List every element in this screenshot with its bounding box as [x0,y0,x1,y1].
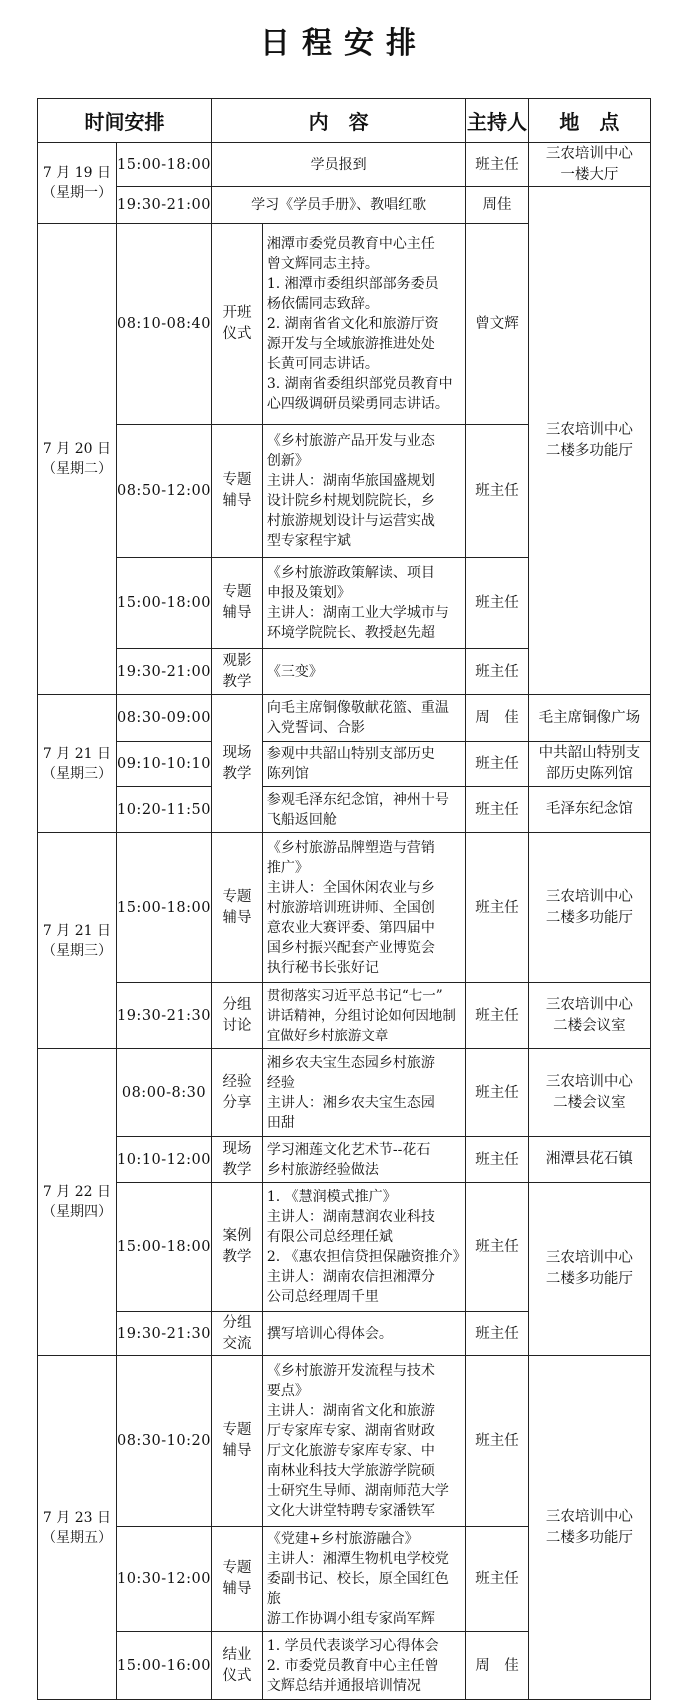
time-cell: 08:10-08:40 [116,224,211,425]
header-time: 时间安排 [38,99,212,143]
content-cell: 学员报到 [212,143,466,187]
content-cell: 1. 学员代表谈学习心得体会 2. 市委党员教育中心主任曾 文辉总结并通报培训情况 [262,1632,465,1700]
host-cell: 班主任 [466,1183,529,1312]
date-cell: 7 月 23 日 （星期五） [38,1356,117,1700]
location-cell: 三农培训中心 二楼会议室 [528,983,650,1049]
host-cell: 班主任 [466,1049,529,1137]
host-cell: 班主任 [466,558,529,649]
content-cell: 1. 《慧润模式推广》 主讲人：湖南慧润农业科技 有限公司总经理任斌 2. 《惠农担信贷担保融资推介》 主讲人：湖南农信担湘潭分 公司总经理周千里 [262,1183,465,1312]
category-cell: 专题 辅导 [212,1527,263,1632]
location-cell: 湘潭县花石镇 [528,1137,650,1183]
content-cell: 学习《学员手册》、教唱红歌 [212,187,466,224]
table-row [38,787,651,833]
time-cell: 08:30-10:20 [116,1356,211,1527]
category-cell: 专题 辅导 [212,1356,263,1527]
time-cell: 10:30-12:00 [116,1527,211,1632]
content-cell: 《乡村旅游产品开发与业态 创新》 主讲人：湖南华旅国盛规划 设计院乡村规划院院长，乡 村旅游规划设计与运营实战 型专家程宇斌 [262,425,465,558]
content-cell: 向毛主席铜像敬献花篮、重温 入党誓词、合影 [262,695,465,742]
category-cell: 现场 教学 [212,695,263,833]
time-cell: 08:50-12:00 [116,425,211,558]
content-cell: 《乡村旅游政策解读、项目 申报及策划》 主讲人：湖南工业大学城市与 环境学院院长、教授赵先超 [262,558,465,649]
location-cell: 毛泽东纪念馆 [528,787,650,833]
date-cell: 7 月 22 日 （星期四） [38,1049,117,1356]
time-cell: 19:30-21:00 [116,649,211,695]
category-cell: 分组 交流 [212,1312,263,1356]
category-cell: 结业 仪式 [212,1632,263,1700]
host-cell: 班主任 [466,143,529,187]
category-cell: 现场 教学 [212,1137,263,1183]
header-content: 内 容 [212,99,466,143]
location-cell: 中共韶山特别支 部历史陈列馆 [528,742,650,787]
table-row [38,983,651,1049]
category-cell: 开班 仪式 [212,224,263,425]
location-cell: 三农培训中心 二楼多功能厅 [528,187,650,695]
date-cell: 7 月 21 日 （星期三） [38,695,117,833]
content-cell: 《乡村旅游开发流程与技术 要点》 主讲人：湖南省文化和旅游 厅专家库专家、湖南省财政 厅文化旅游专家库专家、中 南林业科技大学旅游学院硕 士研究生导师、湖南师范大学 文化大讲堂特聘专家潘铁军 [262,1356,465,1527]
host-cell: 周佳 [466,187,529,224]
host-cell: 班主任 [466,833,529,983]
content-cell: 学习湘莲文化艺术节--花石 乡村旅游经验做法 [262,1137,465,1183]
content-cell: 撰写培训心得体会。 [262,1312,465,1356]
host-cell: 班主任 [466,1312,529,1356]
location-cell: 三农培训中心 二楼多功能厅 [528,1356,650,1700]
category-cell: 专题 辅导 [212,558,263,649]
time-cell: 10:10-12:00 [116,1137,211,1183]
host-cell: 周 佳 [466,695,529,742]
host-cell: 班主任 [466,1137,529,1183]
time-cell: 15:00-18:00 [116,558,211,649]
category-cell: 观影 教学 [212,649,263,695]
content-cell: 参观毛泽东纪念馆，神州十号 飞船返回舱 [262,787,465,833]
location-cell: 三农培训中心 一楼大厅 [528,143,650,187]
table-row [38,833,651,983]
location-cell: 三农培训中心 二楼多功能厅 [528,1183,650,1356]
table-row [38,1356,651,1527]
content-cell: 《党建+乡村旅游融合》 主讲人：湘潭生物机电学校党 委副书记、校长，原全国红色旅 游工作协调小组专家尚军辉 [262,1527,465,1632]
table-row [38,742,651,787]
host-cell: 曾文辉 [466,224,529,425]
date-cell: 7 月 19 日 （星期一） [38,143,117,224]
host-cell: 周 佳 [466,1632,529,1700]
location-cell: 毛主席铜像广场 [528,695,650,742]
content-cell: 参观中共韶山特别支部历史 陈列馆 [262,742,465,787]
time-cell: 19:30-21:30 [116,1312,211,1356]
host-cell: 班主任 [466,1356,529,1527]
location-cell: 三农培训中心 二楼会议室 [528,1049,650,1137]
time-cell: 09:10-10:10 [116,742,211,787]
category-cell: 专题 辅导 [212,425,263,558]
location-cell: 三农培训中心 二楼多功能厅 [528,833,650,983]
content-cell: 湘乡农夫宝生态园乡村旅游 经验 主讲人：湘乡农夫宝生态园 田甜 [262,1049,465,1137]
category-cell: 经验 分享 [212,1049,263,1137]
content-cell: 贯彻落实习近平总书记“七一” 讲话精神，分组讨论如何因地制 宜做好乡村旅游文章 [262,983,465,1049]
table-row [38,187,651,224]
time-cell: 19:30-21:00 [116,187,211,224]
page-title: 日程安排 [260,26,428,61]
time-cell: 19:30-21:30 [116,983,211,1049]
host-cell: 班主任 [466,1527,529,1632]
category-cell: 案例 教学 [212,1183,263,1312]
table-row [38,1137,651,1183]
header-host: 主持人 [466,99,529,143]
time-cell: 08:30-09:00 [116,695,211,742]
header-row [38,99,651,143]
content-cell: 《乡村旅游品牌塑造与营销 推广》 主讲人：全国休闲农业与乡 村旅游培训班讲师、全国创 意农业大赛评委、第四届中 国乡村振兴配套产业博览会 执行秘书长张好记 [262,833,465,983]
date-cell: 7 月 20 日 （星期二） [38,224,117,695]
time-cell: 15:00-18:00 [116,833,211,983]
content-cell: 湘潭市委党员教育中心主任 曾文辉同志主持。 1. 湘潭市委组织部部务委员 杨依儒同志致辞。 2. 湖南省省文化和旅游厅资 源开发与全域旅游推进处处 长黄可同志讲话。 3. 湖南省委组织部党员教育中 心四级调研员梁勇同志讲话。 [262,224,465,425]
category-cell: 专题 辅导 [212,833,263,983]
time-cell: 10:20-11:50 [116,787,211,833]
table-row [38,143,651,187]
host-cell: 班主任 [466,649,529,695]
date-cell: 7 月 21 日 （星期三） [38,833,117,1049]
host-cell: 班主任 [466,787,529,833]
schedule-table [37,98,651,1700]
host-cell: 班主任 [466,425,529,558]
header-location: 地 点 [528,99,650,143]
time-cell: 15:00-18:00 [116,1183,211,1312]
table-row [38,1183,651,1312]
category-cell: 分组 讨论 [212,983,263,1049]
time-cell: 15:00-18:00 [116,143,211,187]
content-cell: 《三变》 [262,649,465,695]
time-cell: 08:00-8:30 [116,1049,211,1137]
table-row [38,695,651,742]
table-row [38,1049,651,1137]
host-cell: 班主任 [466,983,529,1049]
host-cell: 班主任 [466,742,529,787]
time-cell: 15:00-16:00 [116,1632,211,1700]
